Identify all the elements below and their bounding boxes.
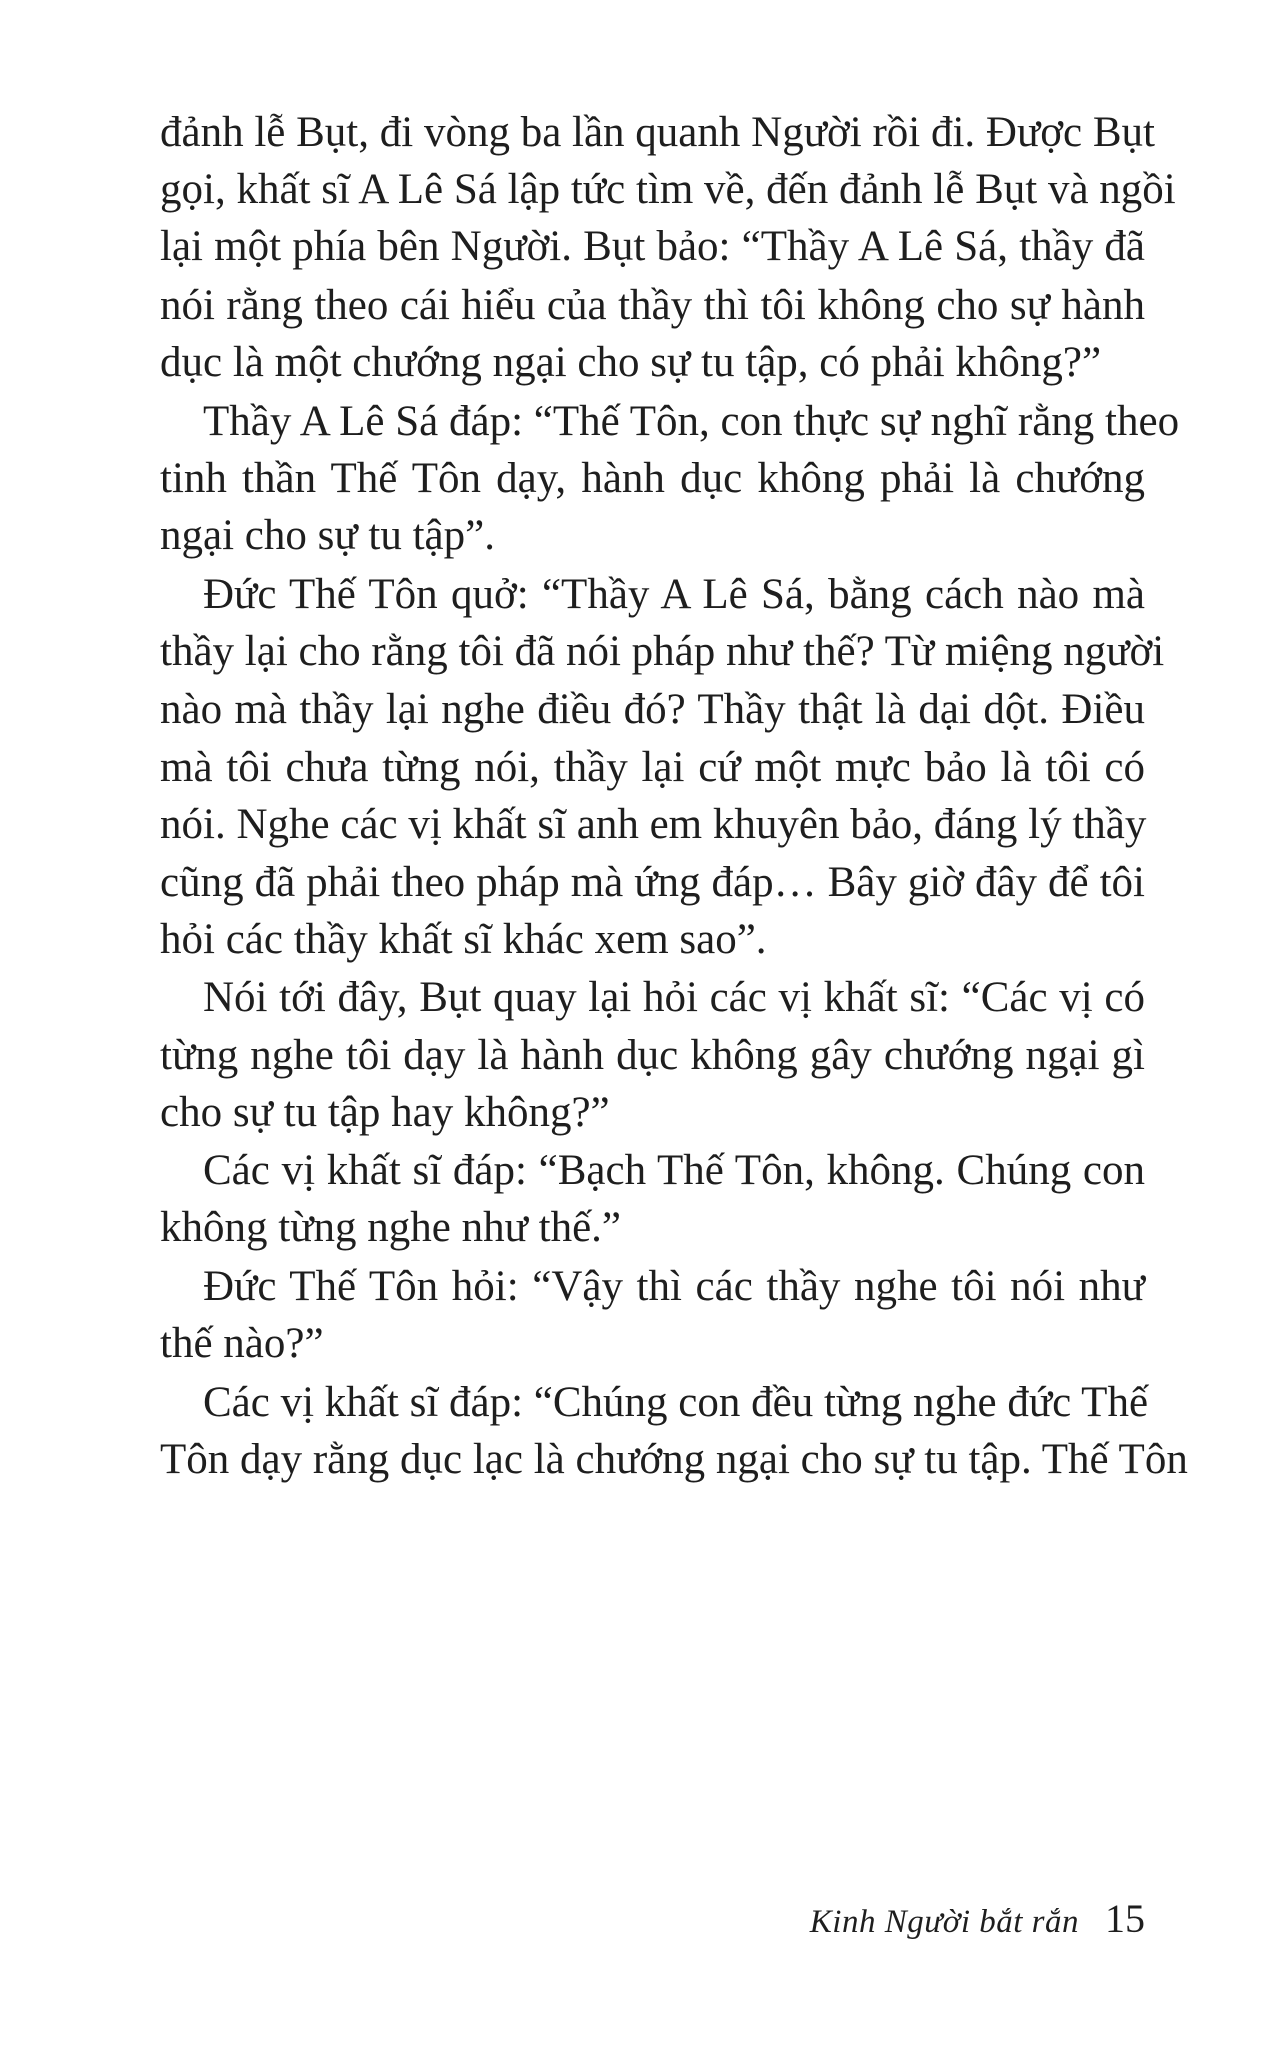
text-line: lại một phía bên Người. Bụt bảo: “Thầy A Lê Sá, thầy đã [160,223,1145,270]
text-line: cũng đã phải theo pháp mà ứng đáp… Bây giờ đây để tôi [160,859,1145,906]
text-line: mà tôi chưa từng nói, thầy lại cứ một mực bảo là tôi có [160,744,1145,791]
text-line: từng nghe tôi dạy là hành dục không gây chướng ngại gì [160,1032,1145,1079]
text-line: đảnh lễ Bụt, đi vòng ba lần quanh Người rồi đi. Được Bụt [160,109,1155,156]
text-line: thầy lại cho rằng tôi đã nói pháp như thế? Từ miệng người [160,628,1165,675]
text-line: nói rằng theo cái hiểu của thầy thì tôi không cho sự hành [160,282,1145,329]
text-line: Các vị khất sĩ đáp: “Bạch Thế Tôn, không. Chúng con [203,1147,1145,1194]
running-head: Kinh Người bắt rắn [809,1904,1079,1940]
page-number: 15 [1105,1896,1145,1941]
page-footer [810,1895,1145,1942]
text-line: tinh thần Thế Tôn dạy, hành dục không phải là chướng [160,455,1145,502]
text-line: nói. Nghe các vị khất sĩ anh em khuyên bảo, đáng lý thầy [160,801,1147,848]
text-line: hỏi các thầy khất sĩ khác xem sao”. [160,916,767,963]
text-line: Đức Thế Tôn quở: “Thầy A Lê Sá, bằng cách nào mà [203,571,1145,618]
text-line: Nói tới đây, Bụt quay lại hỏi các vị khất sĩ: “Các vị có [203,974,1145,1021]
text-line: dục là một chướng ngại cho sự tu tập, có phải không?” [160,339,1102,386]
text-line: không từng nghe như thế.” [160,1204,622,1251]
text-line: Các vị khất sĩ đáp: “Chúng con đều từng nghe đức Thế [203,1379,1149,1426]
text-line: cho sự tu tập hay không?” [160,1089,610,1136]
text-line: gọi, khất sĩ A Lê Sá lập tức tìm về, đến đảnh lễ Bụt và ngồi [160,166,1176,213]
text-line: nào mà thầy lại nghe điều đó? Thầy thật là dại dột. Điều [160,686,1145,733]
text-line: Đức Thế Tôn hỏi: “Vậy thì các thầy nghe tôi nói như [203,1263,1145,1310]
text-line: Thầy A Lê Sá đáp: “Thế Tôn, con thực sự nghĩ rằng theo [203,398,1180,445]
text-line: thế nào?” [160,1320,324,1367]
text-line: Tôn dạy rằng dục lạc là chướng ngại cho sự tu tập. Thế Tôn [160,1436,1188,1483]
text-line: ngại cho sự tu tập”. [160,512,495,559]
